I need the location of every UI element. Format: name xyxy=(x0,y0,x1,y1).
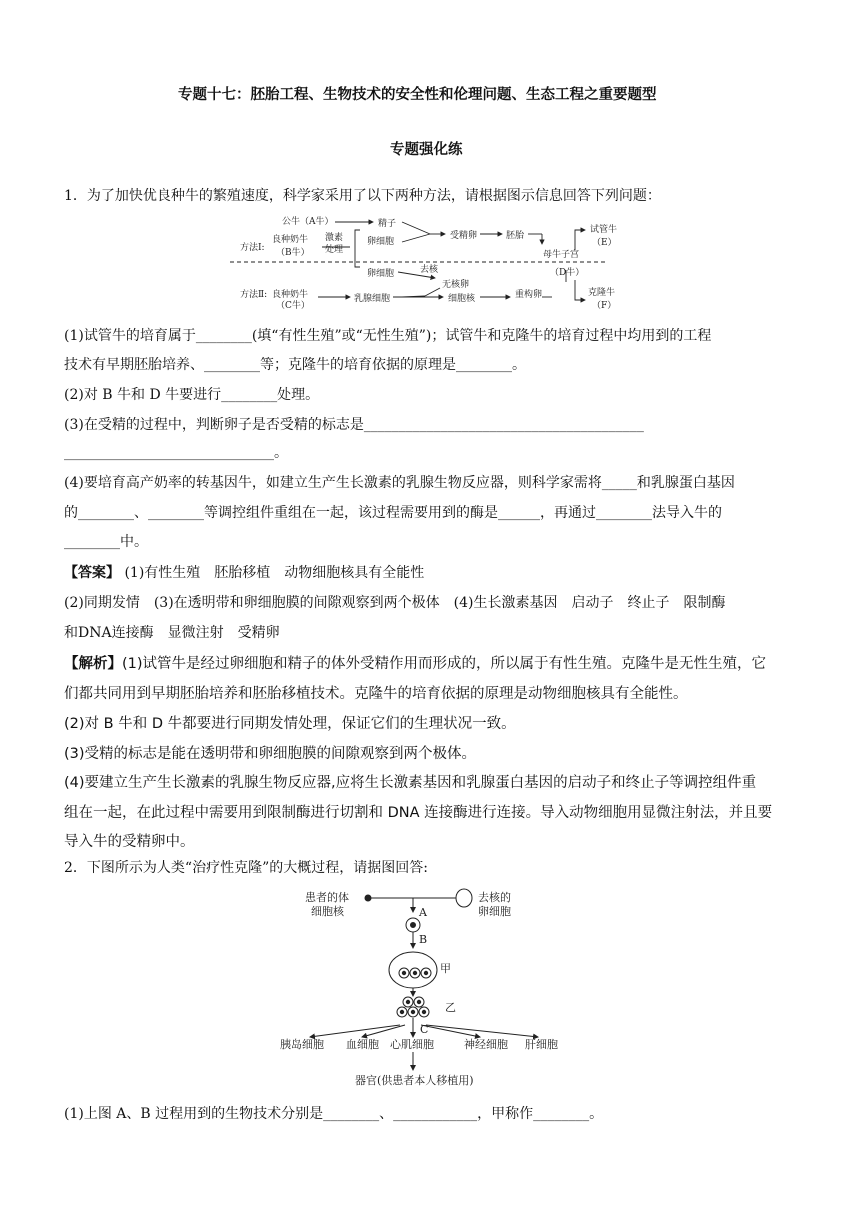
cell-type-blood: 血细胞 xyxy=(346,1038,379,1051)
explanation-label: 【解析】 xyxy=(64,656,122,672)
enucleated-egg-label-1: 去核的 xyxy=(478,891,511,904)
step-a-label: A xyxy=(419,906,427,919)
cow-b-label-2: （B牛） xyxy=(276,248,310,258)
q1-part2: (2)对 B 牛和 D 牛要进行________处理。 xyxy=(64,387,320,403)
answer-label: 【答案】 xyxy=(64,565,120,581)
answer-line3: 和DNA连接酶 显微注射 受精卵 xyxy=(64,625,280,641)
stage-jia-label: 甲 xyxy=(440,962,451,975)
reconstructed-egg-label: 重构卵 xyxy=(515,290,543,300)
cell-type-liver: 肝细胞 xyxy=(525,1038,558,1051)
q1-part3-line1: (3)在受精的过程中，判断卵子是否受精的标志是________________________________________ xyxy=(64,417,644,433)
cell-type-heart: 心肌细胞 xyxy=(390,1038,434,1051)
explanation-line7: 导入牛的受精卵中。 xyxy=(64,834,195,850)
explanation-line5: (4)要建立生产生长激素的乳腺生物反应器,应将生长激素基因和乳腺蛋白基因的启动子和终止子等调控组件重 xyxy=(64,775,757,791)
explanation-line2: 们都共同用到早期胚胎培养和胚胎移植技术。克隆牛的培育依据的原理是动物细胞核具有全能性。 xyxy=(64,686,688,702)
answer-line1 xyxy=(64,562,424,582)
step-b-label: B xyxy=(419,933,428,946)
explanation-line4: (3)受精的标志是能在透明带和卵细胞膜的间隙观察到两个极体。 xyxy=(64,746,477,762)
explanation-line6: 组在一起，在此过程中需要用到限制酶进行切割和 DNA 连接酶进行连接。导入动物细胞用显微注射法，并且要 xyxy=(64,805,773,821)
q1-part1-line1: (1)试管牛的培育属于________(填“有性生殖”或“无性生殖”)；试管牛和克隆牛的培育过程中均用到的工程 xyxy=(64,328,712,344)
q1-part4-line1: (4)要培育高产奶率的转基因牛，如建立生产生长激素的乳腺生物反应器，则科学家需将_____和乳腺蛋白基因 xyxy=(64,475,735,491)
q1-part1-line2: 技术有早期胚胎培养、________等；克隆牛的培育依据的原理是________。 xyxy=(64,357,526,373)
q1-part4-line2: 的________、________等调控组件重组在一起，该过程需要用到的酶是______，再通过________法导入牛的 xyxy=(64,505,722,521)
explanation-line3: (2)对 B 牛和 D 牛都要进行同期发情处理，保证它们的生理状况一致。 xyxy=(64,716,516,732)
egg-label-2: 卵细胞 xyxy=(367,269,395,279)
egg-label-1: 卵细胞 xyxy=(367,237,395,247)
patient-nucleus-label-2: 细胞核 xyxy=(311,905,344,918)
answer-line2: (2)同期发情 (3)在透明带和卵细胞膜的间隙观察到两个极体 (4)生长激素基因 启动子 终止子 限制酶 xyxy=(64,595,726,611)
method2-label: 方法Ⅱ: xyxy=(240,290,268,300)
mammary-cell-label: 乳腺细胞 xyxy=(354,294,391,304)
q1-stem: 1．为了加快优良种牛的繁殖速度，科学家采用了以下两种方法，请根据图示信息回答下列问题： xyxy=(64,188,661,204)
label-e: （E） xyxy=(592,238,617,248)
label-d: （D牛） xyxy=(550,268,585,278)
step-c-label: C xyxy=(420,1023,429,1036)
no-nucleus-egg-label: 无核卵 xyxy=(442,280,470,290)
uterus-label: 母牛子宫 xyxy=(543,250,580,260)
enucleate-label: 去核 xyxy=(420,265,439,275)
q1-part4-line3: ________中。 xyxy=(64,534,148,550)
cloned-cow-label: 克隆牛 xyxy=(588,288,616,298)
hormone-label-1: 激素 xyxy=(325,233,344,243)
q1-diagram xyxy=(230,210,650,310)
enucleated-egg-label-2: 卵细胞 xyxy=(478,905,511,918)
stage-yi-label: 乙 xyxy=(445,1001,456,1014)
hormone-label-2: 处理 xyxy=(325,245,344,255)
page-title: 专题十七：胚胎工程、生物技术的安全性和伦理问题、生态工程之重要题型 xyxy=(178,87,657,103)
cow-c-label-2: （C牛） xyxy=(276,301,310,310)
q2-stem: 2．下图所示为人类“治疗性克隆”的大概过程，请据图回答: xyxy=(64,860,428,876)
cell-type-neuron: 神经细胞 xyxy=(464,1038,508,1051)
answer-text-1: (1)有性生殖 胚胎移植 动物细胞核具有全能性 xyxy=(120,565,425,581)
q1-part3-line2: ______________________________。 xyxy=(64,445,288,461)
q2-diagram xyxy=(280,882,580,1102)
test-tube-cow-label: 试管牛 xyxy=(590,225,618,235)
method1-label: 方法Ⅰ: xyxy=(240,243,265,253)
cow-b-label-1: 良种奶牛 xyxy=(272,235,309,245)
q2-part1: (1)上图 A、B 过程用到的生物技术分别是________、____________，甲称作________。 xyxy=(64,1106,604,1122)
explanation-line1 xyxy=(64,652,766,673)
sperm-label: 精子 xyxy=(378,219,397,229)
nucleus-label: 细胞核 xyxy=(448,294,476,304)
section-subtitle: 专题强化练 xyxy=(390,142,463,158)
explanation-text-1: (1)试管牛是经过卵细胞和精子的体外受精作用而形成的，所以属于有性生殖。克隆牛是无性生殖，它 xyxy=(122,656,767,672)
fertilized-egg-label: 受精卵 xyxy=(450,231,478,241)
label-f: （F） xyxy=(592,301,617,310)
cow-c-label-1: 良种奶牛 xyxy=(272,290,309,300)
embryo-label: 胚胎 xyxy=(506,231,525,241)
bull-a-label: 公牛（A牛） xyxy=(282,217,334,227)
patient-nucleus-label-1: 患者的体 xyxy=(305,891,349,904)
cell-type-islet: 胰岛细胞 xyxy=(280,1038,324,1051)
organ-label: 器官(供患者本人移植用) xyxy=(355,1074,474,1087)
